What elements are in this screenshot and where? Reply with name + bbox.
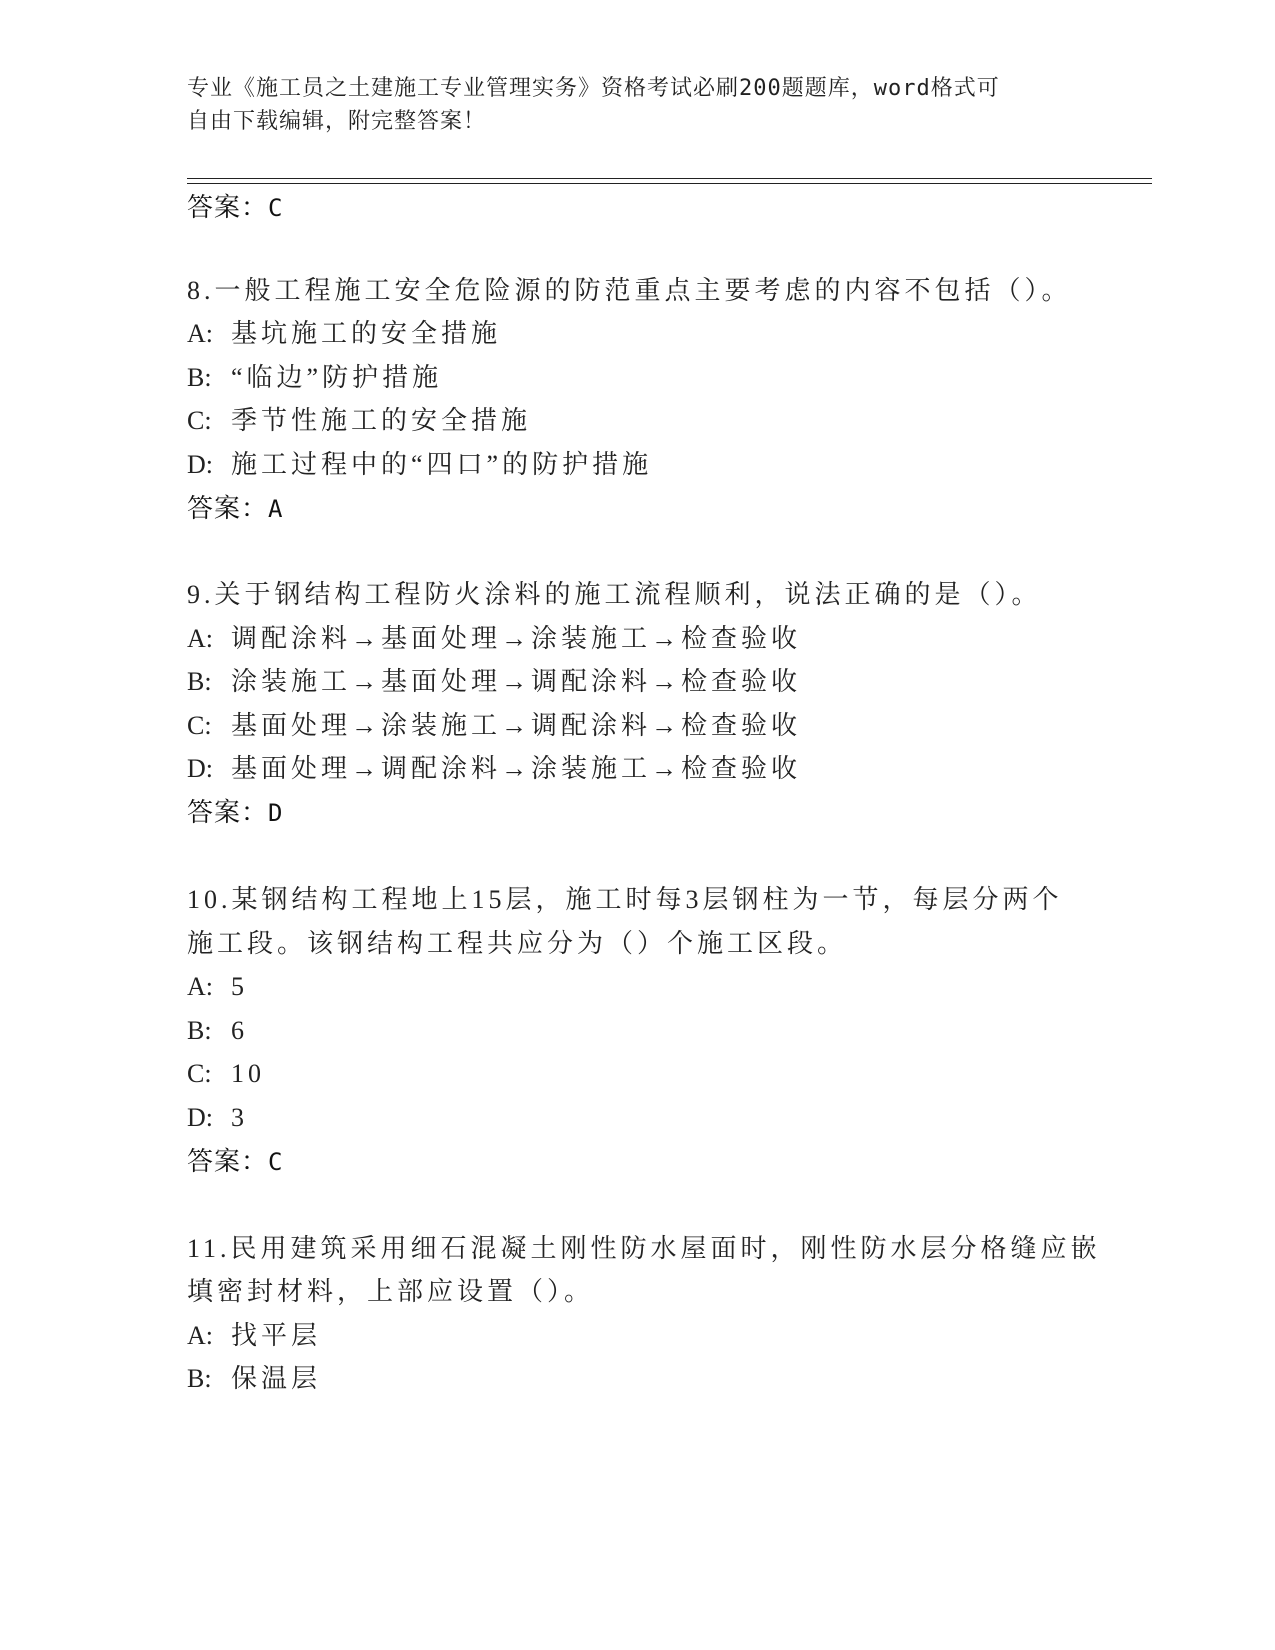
- answer-value: C: [268, 194, 284, 222]
- option-key: C:: [187, 711, 212, 740]
- option-key: B:: [187, 1364, 212, 1393]
- answer-line-prev: [187, 191, 283, 225]
- answer-label: 答案：: [187, 193, 269, 223]
- question-10-stem-line-1: 10.某钢结构工程地上15层，施工时每3层钢柱为一节，每层分两个: [187, 885, 1063, 914]
- option-key: A:: [187, 1321, 213, 1350]
- option-text: 调配涂料→基面处理→涂装施工→检查验收: [231, 624, 802, 653]
- question-8-answer: [187, 492, 283, 526]
- answer-label: 答案：: [187, 1147, 269, 1177]
- question-9-option-a: [187, 622, 801, 656]
- question-10-option-d: [187, 1101, 248, 1135]
- question-10-option-a: [187, 970, 248, 1004]
- header-line-2: 自由下载编辑，附完整答案！: [187, 109, 487, 134]
- option-key: C:: [187, 1059, 212, 1088]
- answer-label: 答案：: [187, 494, 269, 524]
- question-9-option-c: [187, 709, 801, 743]
- option-key: A:: [187, 972, 213, 1001]
- question-9-option-b: [187, 665, 801, 699]
- question-9-stem: 9.关于钢结构工程防火涂料的施工流程顺利，说法正确的是（）。: [187, 580, 1042, 609]
- header-rule-top: [187, 178, 1152, 179]
- option-text: 基面处理→调配涂料→涂装施工→检查验收: [231, 754, 802, 783]
- question-8-option-d: [187, 448, 652, 482]
- question-9-answer: [187, 796, 283, 830]
- option-text: 季节性施工的安全措施: [231, 406, 532, 435]
- option-key: C:: [187, 406, 212, 435]
- question-10-answer: [187, 1145, 283, 1179]
- option-text: 涂装施工→基面处理→调配涂料→检查验收: [231, 667, 802, 696]
- answer-label: 答案：: [187, 798, 269, 828]
- answer-value: C: [268, 1148, 284, 1176]
- document-header: [187, 72, 1087, 138]
- option-key: A:: [187, 319, 213, 348]
- answer-value: D: [268, 799, 284, 827]
- header-rule-bottom: [187, 183, 1152, 184]
- option-key: D:: [187, 1103, 213, 1132]
- option-key: D:: [187, 754, 213, 783]
- option-key: A:: [187, 624, 213, 653]
- option-text: 保温层: [231, 1364, 322, 1393]
- option-key: B:: [187, 1016, 212, 1045]
- option-text: “临边”防护措施: [231, 363, 443, 392]
- question-9-option-d: [187, 752, 801, 786]
- option-text: 3: [231, 1103, 248, 1132]
- question-10-option-c: [187, 1057, 265, 1091]
- option-key: B:: [187, 363, 212, 392]
- question-10-stem-line-2: 施工段。该钢结构工程共应分为（）个施工区段。: [187, 929, 848, 958]
- option-key: B:: [187, 667, 212, 696]
- option-text: 基面处理→涂装施工→调配涂料→检查验收: [231, 711, 802, 740]
- option-key: D:: [187, 450, 213, 479]
- question-8-option-a: [187, 317, 501, 351]
- option-text: 施工过程中的“四口”的防护措施: [231, 450, 653, 479]
- question-11-option-a: [187, 1319, 321, 1353]
- question-11-option-b: [187, 1362, 321, 1396]
- option-text: 5: [231, 972, 248, 1001]
- question-10-option-b: [187, 1014, 248, 1048]
- header-line-1: 专业《施工员之土建施工专业管理实务》资格考试必刷200题题库，word格式可: [187, 76, 1000, 101]
- option-text: 6: [231, 1016, 248, 1045]
- question-11-stem-line-2: 填密封材料，上部应设置（）。: [187, 1277, 595, 1306]
- option-text: 基坑施工的安全措施: [231, 319, 502, 348]
- option-text: 找平层: [231, 1321, 322, 1350]
- question-8-stem: 8.一般工程施工安全危险源的防范重点主要考虑的内容不包括（）。: [187, 276, 1072, 305]
- answer-value: A: [268, 495, 284, 523]
- question-8-option-b: [187, 361, 442, 395]
- question-8-option-c: [187, 404, 531, 438]
- option-text: 10: [231, 1059, 265, 1088]
- question-11-stem-line-1: 11.民用建筑采用细石混凝土刚性防水屋面时，刚性防水层分格缝应嵌: [187, 1234, 1101, 1263]
